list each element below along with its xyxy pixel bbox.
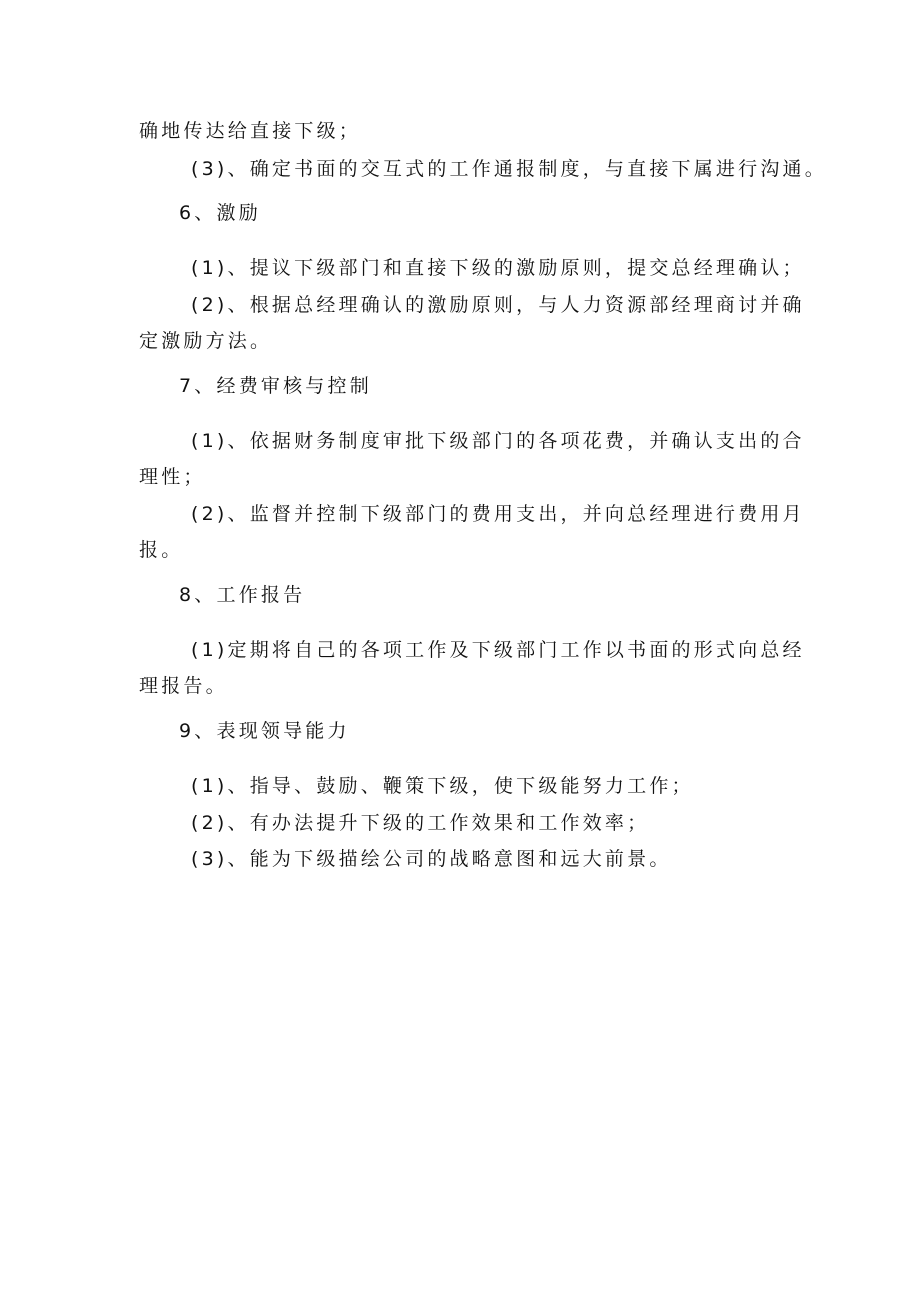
section-heading: 6、激励 <box>179 202 261 224</box>
text-line: 理报告。 <box>139 675 228 697</box>
list-item: (3)、确定书面的交互式的工作通报制度，与直接下属进行沟通。 <box>191 158 827 180</box>
text-line: 定激励方法。 <box>139 330 273 352</box>
list-item: (2)、有办法提升下级的工作效果和工作效率； <box>191 812 650 834</box>
text-line: 报。 <box>139 539 184 561</box>
section-heading: 7、经费审核与控制 <box>179 375 372 397</box>
list-item: (3)、能为下级描绘公司的战略意图和远大前景。 <box>191 848 672 870</box>
list-item: (1)、提议下级部门和直接下级的激励原则，提交总经理确认； <box>191 257 805 279</box>
list-item: (1)、指导、鼓励、鞭策下级，使下级能努力工作； <box>191 775 694 797</box>
list-item: (2)、监督并控制下级部门的费用支出，并向总经理进行费用月 <box>191 503 805 525</box>
list-item: (1)定期将自己的各项工作及下级部门工作以书面的形式向总经 <box>191 639 805 661</box>
text-line: 确地传达给直接下级； <box>139 120 362 142</box>
list-item: (2)、根据总经理确认的激励原则，与人力资源部经理商讨并确 <box>191 294 805 316</box>
section-heading: 9、表现领导能力 <box>179 720 350 742</box>
section-heading: 8、工作报告 <box>179 584 306 606</box>
list-item: (1)、依据财务制度审批下级部门的各项花费，并确认支出的合 <box>191 430 805 452</box>
text-line: 理性； <box>139 466 206 488</box>
